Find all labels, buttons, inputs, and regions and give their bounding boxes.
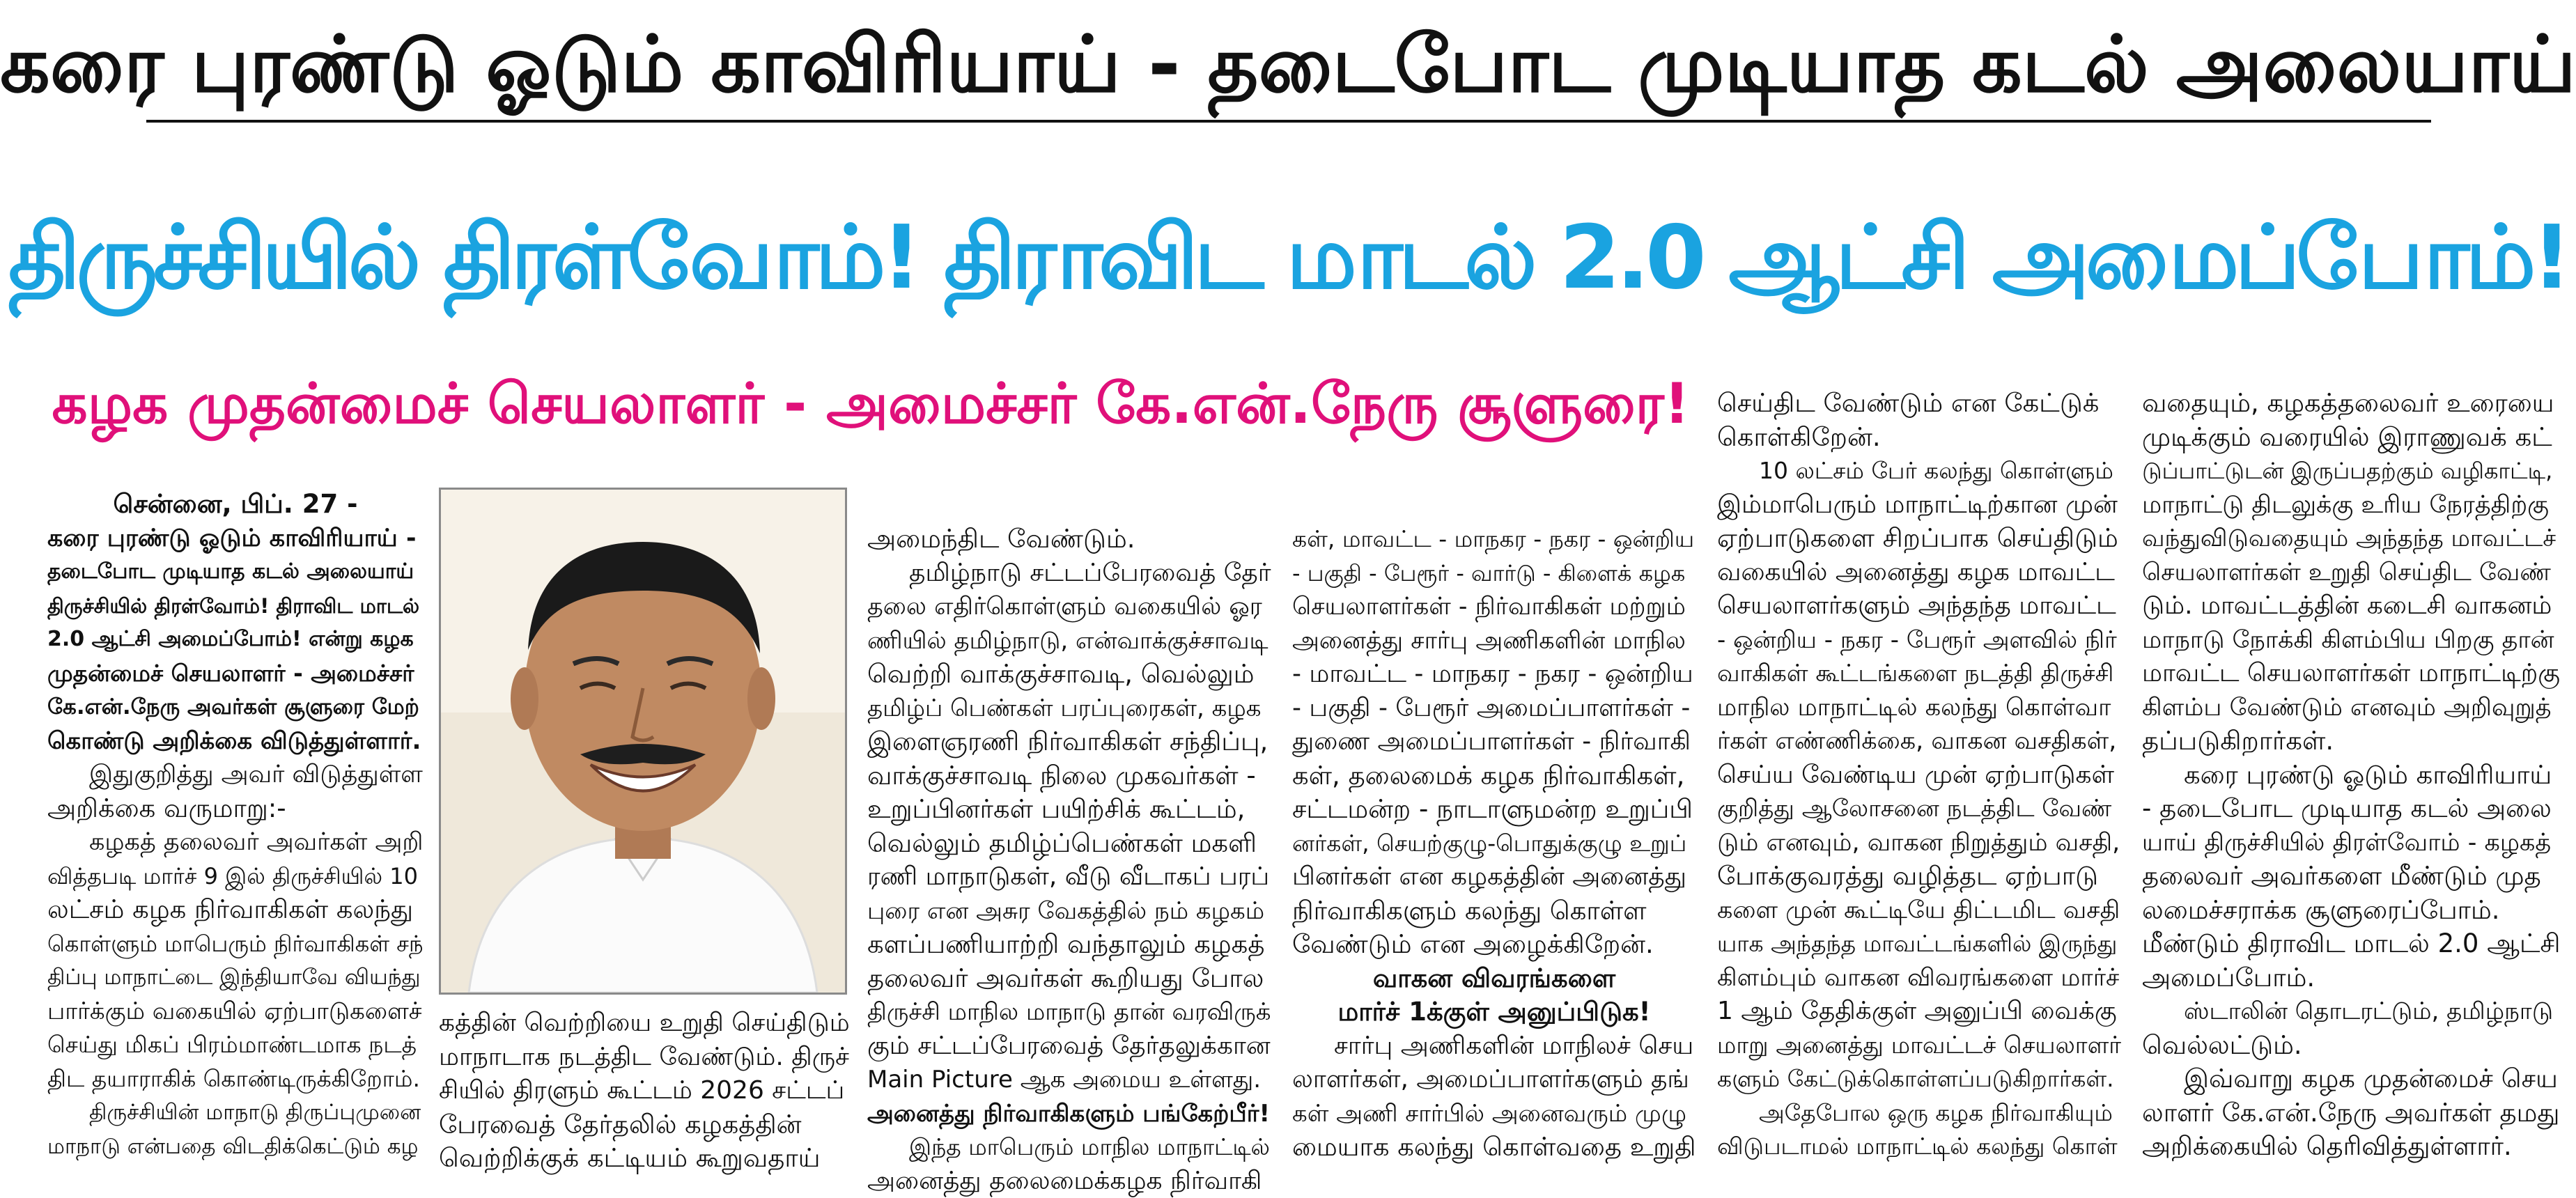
text-line: - பகுதி - பேரூர் அமைப்பாளர்கள் - <box>1292 692 1696 726</box>
text-line: டுப்பாட்டுடன் இருப்பதற்கும் வழிகாட்டி, <box>2142 454 2560 488</box>
text-line: வகையில் அனைத்து கழக மாவட்ட <box>1717 556 2121 590</box>
text-line: களும் கேட்டுக்கொள்ளப்படுகிறார்கள். <box>1717 1062 2121 1096</box>
text-line: டும் எனவும், வாகன நிறுத்தும் வசதி, <box>1717 826 2121 860</box>
text-line: துணை அமைப்பாளர்கள் - நிர்வாகி <box>1292 725 1696 759</box>
article-column-1 <box>47 488 424 1163</box>
text-line: கள், தலைமைக் கழக நிர்வாகிகள், <box>1292 759 1696 793</box>
text-line: மீண்டும் திராவிட மாடல் 2.0 ஆட்சி <box>2142 927 2560 961</box>
text-line: மாநில மாநாட்டில் கலந்து கொள்வா <box>1717 691 2121 725</box>
text-line: செயலாளர்களும் அந்தந்த மாவட்ட <box>1717 589 2121 623</box>
text-line: செயலாளர்கள் - நிர்வாகிகள் மற்றும் <box>1292 590 1696 624</box>
text-line: அறிக்கை வருமாறு:- <box>47 792 424 826</box>
text-line: திருச்சி மாநில மாநாடு தான் வரவிருக் <box>867 995 1271 1029</box>
text-line: திருச்சியின் மாநாடு திருப்புமுனை <box>47 1096 424 1130</box>
text-line: - பகுதி - பேரூர் - வார்டு - கிளைக் கழக <box>1292 557 1696 591</box>
text-line: அதேபோல ஒரு கழக நிர்வாகியும் <box>1717 1096 2121 1130</box>
article-column-3 <box>867 522 1271 1198</box>
text-line: யாக அந்தந்த மாவட்டங்களில் இருந்து <box>1717 927 2121 961</box>
text-line: இளைஞரணி நிர்வாகிகள் சந்திப்பு, <box>867 725 1271 759</box>
text-line: வித்தபடி மார்ச் 9 இல் திருச்சியில் 10 <box>47 859 424 894</box>
text-line: முடிக்கும் வரையில் இராணுவக் கட் <box>2142 421 2560 455</box>
text-line: சார்பு அணிகளின் மாநிலச் செய <box>1292 1029 1696 1064</box>
text-line: அனைத்து சார்பு அணிகளின் மாநில <box>1292 624 1696 658</box>
lead-line: திருச்சியில் திரள்வோம்! திராவிட மாடல் <box>47 589 424 623</box>
text-line: போக்குவரத்து வழித்தட ஏற்பாடு <box>1717 859 2121 894</box>
text-line: அறிக்கையில் தெரிவித்துள்ளார். <box>2142 1130 2560 1164</box>
text-line: கரை புரண்டு ஓடும் காவிரியாய் <box>2142 759 2560 793</box>
text-line: கிளம்பும் வாகன விவரங்களை மார்ச் <box>1717 961 2121 995</box>
text-line: திட தயாராகிக் கொண்டிருக்கிறோம். <box>47 1062 424 1096</box>
text-line: - தடைபோட முடியாத கடல் அலை <box>2142 792 2560 826</box>
text-line: Main Picture ஆக அமைய உள்ளது. <box>867 1063 1271 1097</box>
text-line: செயலாளர்கள் உறுதி செய்திட வேண் <box>2142 556 2560 590</box>
kicker-headline: கரை புரண்டு ஓடும் காவிரியாய் - தடைபோட முடியாத கடல் அலையாய் <box>0 13 2576 117</box>
text-line: களப்பணியாற்றி வந்தாலும் கழகத் <box>867 928 1271 962</box>
text-line: டும். மாவட்டத்தின் கடைசி வாகனம் <box>2142 589 2560 623</box>
text-line: வெற்றி வாக்குச்சாவடி, வெல்லும் <box>867 658 1271 692</box>
text-line: லமைச்சராக்க சூளுரைப்போம். <box>2142 894 2560 928</box>
text-line: லாளர்கள், அமைப்பாளர்களும் தங் <box>1292 1063 1696 1097</box>
article-column-5 <box>1717 387 2121 1164</box>
text-line: மாநாடாக நடத்திட வேண்டும். திருச் <box>439 1041 850 1075</box>
text-line: - ஒன்றிய - நகர - பேரூர் அளவில் நிர் <box>1717 623 2121 658</box>
text-line: கும் சட்டப்பேரவைத் தேர்தலுக்கான <box>867 1029 1271 1064</box>
text-line: வந்துவிடுவதையும் அந்தந்த மாவட்டச் <box>2142 522 2560 556</box>
text-line: வேண்டும் என அழைக்கிறேன். <box>1292 928 1696 962</box>
text-line: உறுப்பினர்கள் பயிற்சிக் கூட்டம், <box>867 793 1271 827</box>
lead-line: 2.0 ஆட்சி அமைப்போம்! என்று கழக <box>47 623 424 657</box>
text-line: வெற்றிக்குக் கட்டியம் கூறுவதாய் <box>439 1142 850 1176</box>
portrait-photo <box>439 488 847 995</box>
text-line: ர்கள் எண்ணிக்கை, வாகன வசதிகள், <box>1717 724 2121 759</box>
text-line: லாளர் கே.என்.நேரு அவர்கள் தமது <box>2142 1096 2560 1130</box>
lead-line: கொண்டு அறிக்கை விடுத்துள்ளார். <box>47 724 424 759</box>
text-line: மையாக கலந்து கொள்வதை உறுதி <box>1292 1130 1696 1165</box>
text-line: யாய் திருச்சியில் திரள்வோம் - கழகத் <box>2142 826 2560 860</box>
text-line: 10 லட்சம் பேர் கலந்து கொள்ளும் <box>1717 454 2121 488</box>
text-line: இந்த மாபெரும் மாநில மாநாட்டில் <box>867 1130 1271 1165</box>
text-line: கிளம்ப வேண்டும் எனவும் அறிவுறுத் <box>2142 691 2560 725</box>
text-line: செய்து மிகப் பிரம்மாண்டமாக நடத் <box>47 1028 424 1062</box>
text-line: சட்டமன்ற - நாடாளுமன்ற உறுப்பி <box>1292 793 1696 827</box>
text-line: னர்கள், செயற்குழு-பொதுக்குழு உறுப் <box>1292 827 1696 861</box>
lead-line: கே.என்.நேரு அவர்கள் சூளுரை மேற் <box>47 690 424 724</box>
text-line: தலைவர் அவர்களை மீண்டும் முத <box>2142 859 2560 894</box>
text-line: ஏற்பாடுகளை சிறப்பாக செய்திடும் <box>1717 522 2121 556</box>
main-headline: திருச்சியில் திரள்வோம்! திராவிட மாடல் 2.0 ஆட்சி அமைப்போம்! <box>0 167 2576 348</box>
section-subhead: வாகன விவரங்களை <box>1292 962 1696 996</box>
text-line: இம்மாபெரும் மாநாட்டிற்கான முன் <box>1717 488 2121 522</box>
text-line: வாகிகள் கூட்டங்களை நடத்தி திருச்சி <box>1717 657 2121 691</box>
text-line: தமிழ்ப் பெண்கள் பரப்புரைகள், கழக <box>867 692 1271 726</box>
text-line: பேரவைத் தேர்தலில் கழகத்தின் <box>439 1108 850 1142</box>
text-line: குறித்து ஆலோசனை நடத்திட வேண் <box>1717 792 2121 826</box>
lead-line: முதன்மைச் செயலாளர் - அமைச்சர் <box>47 657 424 691</box>
text-line: மாவட்ட செயலாளர்கள் மாநாட்டிற்கு <box>2142 657 2560 691</box>
text-line: வெல்லட்டும். <box>2142 1029 2560 1063</box>
divider-rule <box>146 120 2431 123</box>
text-line: களை முன் கூட்டியே திட்டமிட வசதி <box>1717 894 2121 928</box>
text-line: ணியில் தமிழ்நாடு, என்வாக்குச்சாவடி <box>867 624 1271 658</box>
text-line: பார்க்கும் வகையில் ஏற்பாடுகளைச் <box>47 995 424 1029</box>
portrait-illustration <box>441 490 845 993</box>
text-line: கள், மாவட்ட - மாநகர - நகர - ஒன்றிய <box>1292 522 1696 557</box>
text-line: மாறு அனைத்து மாவட்டச் செயலாளர் <box>1717 1029 2121 1063</box>
text-line: புரை என அசுர வேகத்தில் நம் கழகம் <box>867 894 1271 928</box>
text-line: இதுகுறித்து அவர் விடுத்துள்ள <box>47 758 424 792</box>
text-line: ரணி மாநாடுகள், வீடு வீடாகப் பரப் <box>867 860 1271 894</box>
text-line: தமிழ்நாடு சட்டப்பேரவைத் தேர் <box>867 557 1271 591</box>
text-line: கத்தின் வெற்றியை உறுதி செய்திடும் <box>439 1006 850 1041</box>
article-column-4 <box>1292 522 1696 1165</box>
text-line: அமைப்போம். <box>2142 961 2560 995</box>
text-line: மாநாடு என்பதை விடதிக்கெட்டும் கழ <box>47 1130 424 1164</box>
text-line: - மாவட்ட - மாநகர - நகர - ஒன்றிய <box>1292 658 1696 692</box>
text-line: கொள்ளும் மாபெரும் நிர்வாகிகள் சந் <box>47 927 424 961</box>
text-line: கொள்கிறேன். <box>1717 421 2121 455</box>
text-line: வதையும், கழகத்தலைவர் உரையை <box>2142 387 2560 421</box>
text-line: 1 ஆம் தேதிக்குள் அனுப்பி வைக்கு <box>1717 995 2121 1029</box>
lead-line: கரை புரண்டு ஓடும் காவிரியாய் - <box>47 522 424 556</box>
text-line: வாக்குச்சாவடி நிலை முகவர்கள் - <box>867 759 1271 793</box>
text-line: ஸ்டாலின் தொடரட்டும், தமிழ்நாடு <box>2142 995 2560 1029</box>
section-subhead: அனைத்து நிர்வாகிகளும் பங்கேற்பீர்! <box>867 1097 1271 1131</box>
text-line: கள் அணி சார்பில் அனைவரும் முழு <box>1292 1097 1696 1131</box>
text-line: தப்படுகிறார்கள். <box>2142 724 2560 759</box>
section-subhead: மார்ச் 1க்குள் அனுப்பிடுக! <box>1292 995 1696 1029</box>
lead-line: தடைபோட முடியாத கடல் அலையாய் <box>47 555 424 589</box>
text-line: செய்திட வேண்டும் என கேட்டுக் <box>1717 387 2121 421</box>
text-line: பினர்கள் என கழகத்தின் அனைத்து <box>1292 860 1696 894</box>
text-line: வெல்லும் தமிழ்ப்பெண்கள் மகளி <box>867 827 1271 861</box>
text-line: சியில் திரளும் கூட்டம் 2026 சட்டப் <box>439 1074 850 1108</box>
text-line: தலை எதிர்கொள்ளும் வகையில் ஓர <box>867 590 1271 624</box>
text-line: திப்பு மாநாட்டை இந்தியாவே வியந்து <box>47 960 424 995</box>
text-line: லட்சம் கழக நிர்வாகிகள் கலந்து <box>47 893 424 927</box>
text-line: மாநாட்டு திடலுக்கு உரிய நேரத்திற்கு <box>2142 488 2560 522</box>
article-column-6 <box>2142 387 2560 1164</box>
text-line: விடுபடாமல் மாநாட்டில் கலந்து கொள் <box>1717 1130 2121 1164</box>
text-line: மாநாடு நோக்கி கிளம்பிய பிறகு தான் <box>2142 623 2560 658</box>
subheadline: கழக முதன்மைச் செயலாளர் - அமைச்சர் கே.என்.நேரு சூளுரை! <box>42 362 1700 446</box>
article-column-2 <box>439 1006 850 1176</box>
dateline: சென்னை, பிப். 27 - <box>47 488 424 522</box>
text-line: கழகத் தலைவர் அவர்கள் அறி <box>47 825 424 859</box>
text-line: தலைவர் அவர்கள் கூறியது போல <box>867 962 1271 996</box>
text-line: இவ்வாறு கழக முதன்மைச் செய <box>2142 1062 2560 1096</box>
text-line: அமைந்திட வேண்டும். <box>867 522 1271 557</box>
text-line: செய்ய வேண்டிய முன் ஏற்பாடுகள் <box>1717 759 2121 793</box>
text-line: நிர்வாகிகளும் கலந்து கொள்ள <box>1292 894 1696 928</box>
text-line: அனைத்து தலைமைக்கழக நிர்வாகி <box>867 1165 1271 1198</box>
